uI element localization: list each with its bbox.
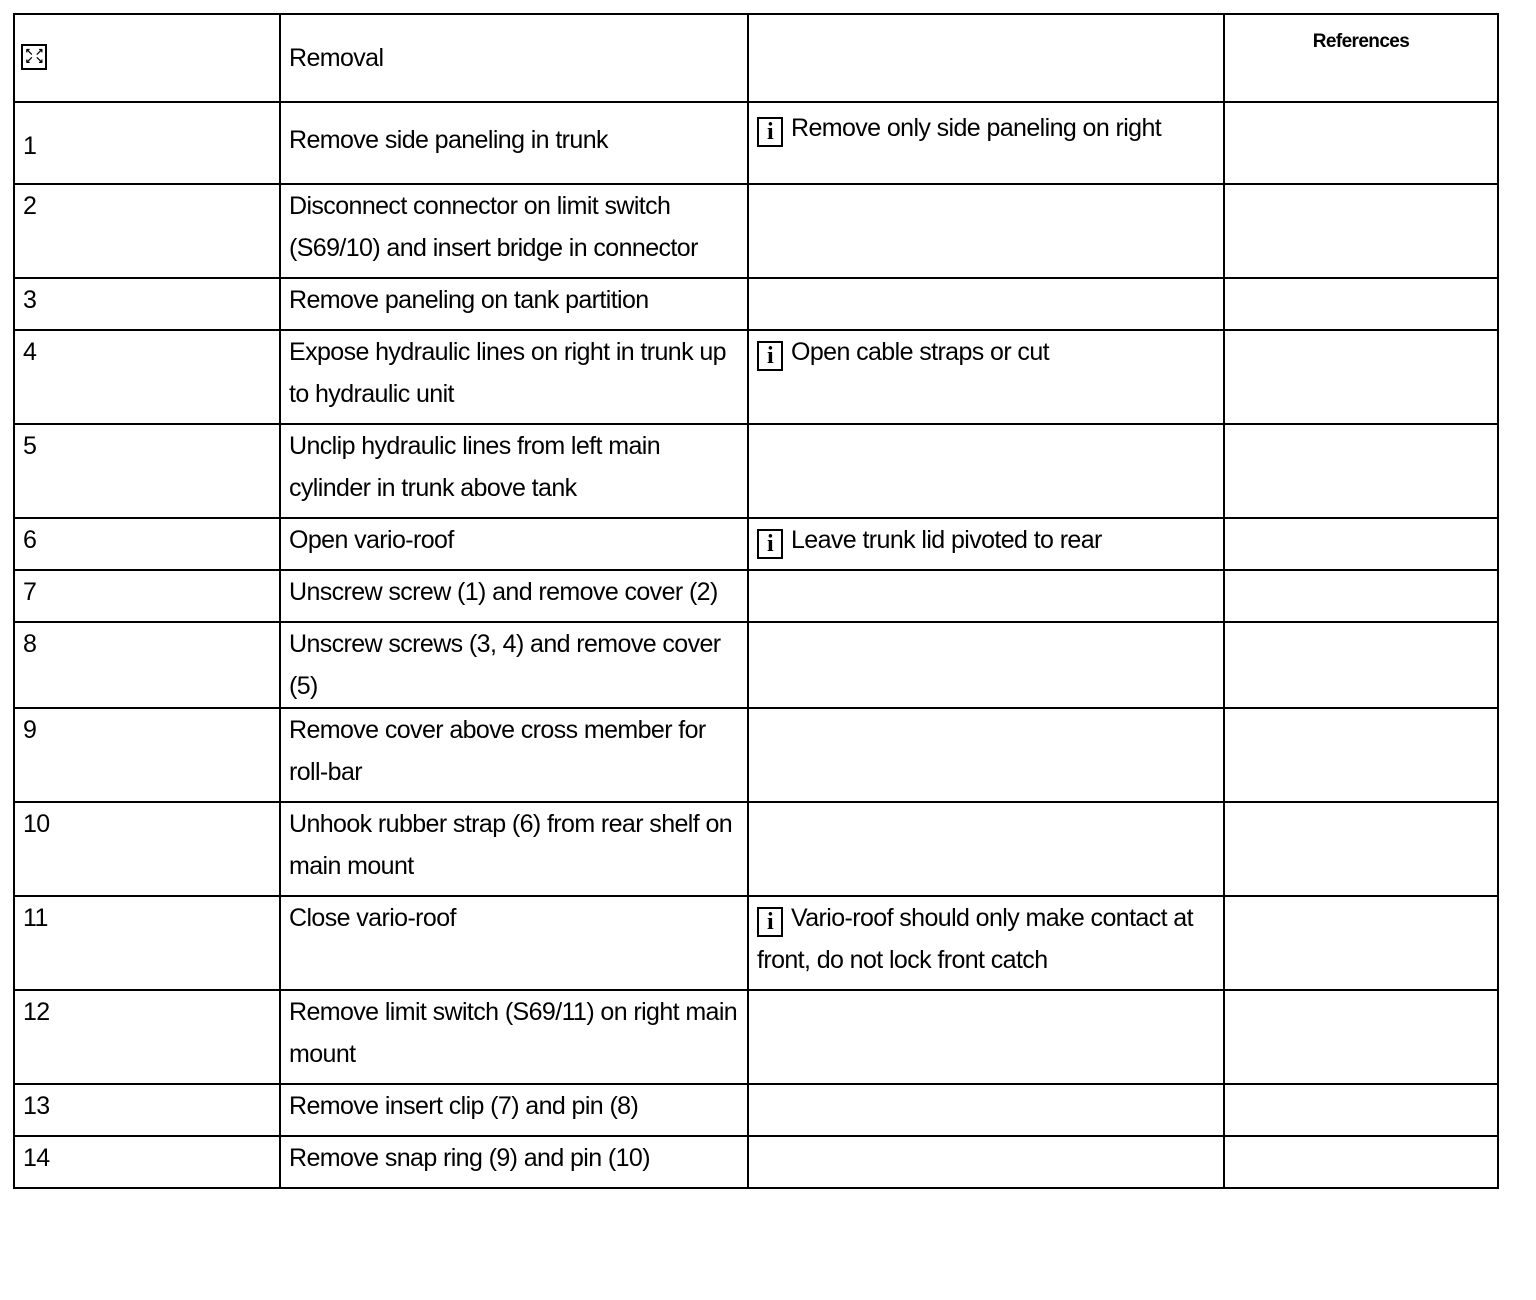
table-row <box>14 896 1498 990</box>
note-text: Open cable straps or cut <box>791 338 1049 366</box>
step-references <box>1224 1136 1498 1188</box>
header-removal: Removal <box>280 14 748 102</box>
step-references <box>1224 708 1498 802</box>
step-references <box>1224 990 1498 1084</box>
info-icon: i <box>757 907 783 937</box>
step-references <box>1224 1084 1498 1136</box>
step-text: Remove paneling on tank partition <box>280 278 748 330</box>
table-row <box>14 570 1498 622</box>
step-number: 3 <box>14 278 280 330</box>
step-references <box>1224 184 1498 278</box>
step-references <box>1224 278 1498 330</box>
step-note <box>748 278 1224 330</box>
step-references <box>1224 896 1498 990</box>
step-references <box>1224 570 1498 622</box>
table-row <box>14 802 1498 896</box>
step-text: Unhook rubber strap (6) from rear shelf on main mount <box>280 802 748 896</box>
step-note <box>748 802 1224 896</box>
step-references <box>1224 518 1498 570</box>
step-note <box>748 184 1224 278</box>
step-text: Unscrew screws (3, 4) and remove cover (5) <box>280 622 748 708</box>
step-number: 4 <box>14 330 280 424</box>
step-number: 5 <box>14 424 280 518</box>
table-row <box>14 184 1498 278</box>
step-note <box>748 990 1224 1084</box>
step-note <box>748 1084 1224 1136</box>
header-note <box>748 14 1224 102</box>
step-note <box>748 570 1224 622</box>
table-row <box>14 518 1498 570</box>
step-note <box>748 102 1224 184</box>
step-number: 1 <box>14 102 280 184</box>
table-row <box>14 1136 1498 1188</box>
step-number: 13 <box>14 1084 280 1136</box>
step-note <box>748 708 1224 802</box>
step-note <box>748 622 1224 708</box>
note-text: Vario-roof should only make contact at front, do not lock front catch <box>757 904 1193 974</box>
info-icon: i <box>757 529 783 559</box>
step-text: Open vario-roof <box>280 518 748 570</box>
table-row <box>14 102 1498 184</box>
step-text: Remove snap ring (9) and pin (10) <box>280 1136 748 1188</box>
header-references: References <box>1224 14 1498 102</box>
step-text: Remove cover above cross member for roll-bar <box>280 708 748 802</box>
step-number: 12 <box>14 990 280 1084</box>
table-row <box>14 622 1498 708</box>
info-icon: i <box>757 341 783 371</box>
step-text: Disconnect connector on limit switch (S69/10) and insert bridge in connector <box>280 184 748 278</box>
step-text: Unscrew screw (1) and remove cover (2) <box>280 570 748 622</box>
step-text: Expose hydraulic lines on right in trunk up to hydraulic unit <box>280 330 748 424</box>
table-row <box>14 708 1498 802</box>
step-number: 10 <box>14 802 280 896</box>
step-references <box>1224 622 1498 708</box>
header-row <box>14 14 1498 102</box>
step-references <box>1224 802 1498 896</box>
step-note <box>748 896 1224 990</box>
step-references <box>1224 330 1498 424</box>
step-references <box>1224 424 1498 518</box>
step-number: 2 <box>14 184 280 278</box>
step-number: 6 <box>14 518 280 570</box>
step-text: Remove side paneling in trunk <box>280 102 748 184</box>
table-row <box>14 424 1498 518</box>
tool-icon: ↖ ↗ ↙ ↘ <box>21 44 47 70</box>
step-note <box>748 518 1224 570</box>
note-text: Remove only side paneling on right <box>791 114 1162 142</box>
step-number: 9 <box>14 708 280 802</box>
step-number: 8 <box>14 622 280 708</box>
step-number: 7 <box>14 570 280 622</box>
step-number: 14 <box>14 1136 280 1188</box>
step-note <box>748 1136 1224 1188</box>
step-text: Remove insert clip (7) and pin (8) <box>280 1084 748 1136</box>
step-note <box>748 330 1224 424</box>
step-text: Close vario-roof <box>280 896 748 990</box>
step-text: Remove limit switch (S69/11) on right main mount <box>280 990 748 1084</box>
step-number: 11 <box>14 896 280 990</box>
table-row <box>14 330 1498 424</box>
table-row <box>14 1084 1498 1136</box>
table-row <box>14 278 1498 330</box>
table-row <box>14 990 1498 1084</box>
info-icon: i <box>757 117 783 147</box>
note-text: Leave trunk lid pivoted to rear <box>791 526 1102 554</box>
step-references <box>1224 102 1498 184</box>
step-note <box>748 424 1224 518</box>
header-icon-cell <box>14 14 280 102</box>
step-text: Unclip hydraulic lines from left main cylinder in trunk above tank <box>280 424 748 518</box>
removal-procedure-table <box>13 13 1499 1189</box>
